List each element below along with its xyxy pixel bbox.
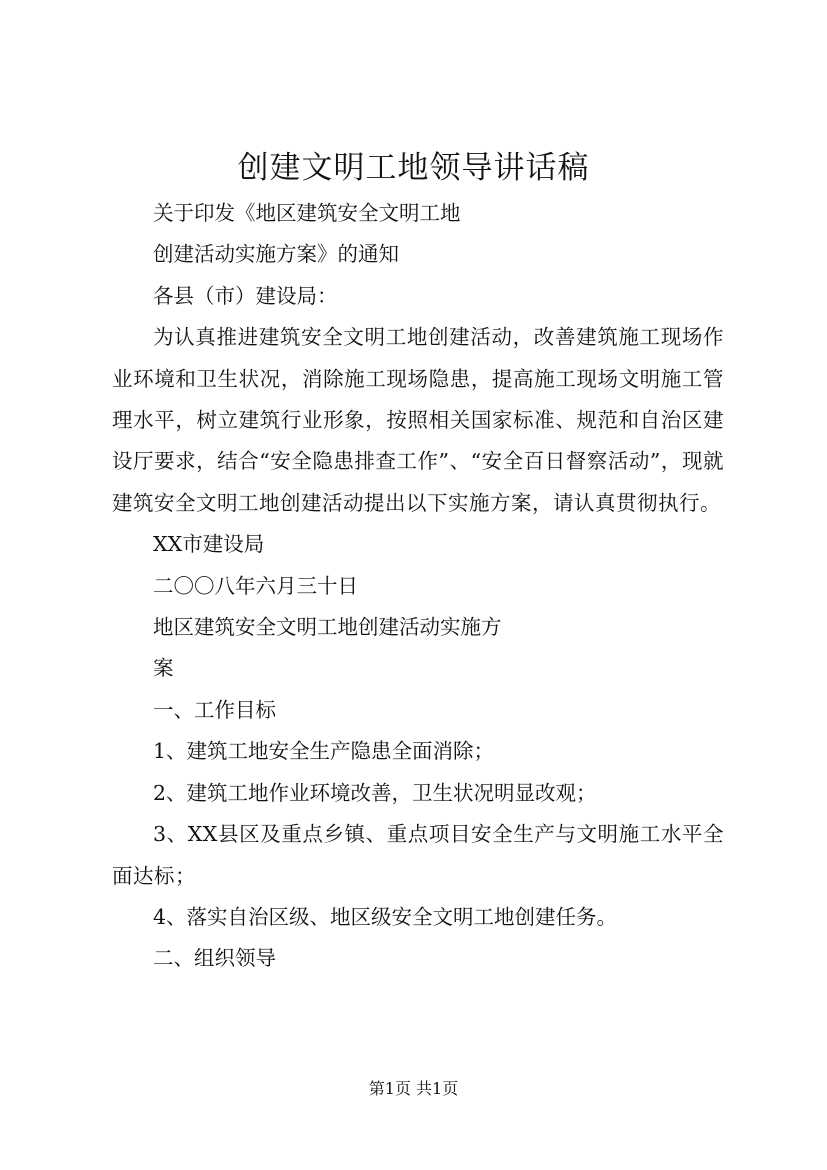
paragraph-notice-title-line1: 关于印发《地区建筑安全文明工地 — [153, 201, 461, 225]
paragraph-plan-title-line1: 地区建筑安全文明工地创建活动实施方 — [153, 615, 502, 640]
section-heading-organization: 二、组织领导 — [153, 946, 276, 971]
list-item-goal-4: 4、落实自治区级、地区级安全文明工地创建任务。 — [153, 904, 618, 929]
paragraph-plan-title-line2: 案 — [153, 656, 174, 681]
document-body — [112, 193, 724, 980]
paragraph-issuer: XX市建设局 — [153, 532, 265, 557]
paragraph-intro: 为认真推进建筑安全文明工地创建活动，改善建筑施工现场作业环境和卫生状况，消除施工现场隐患，提高施工现场文明施工管理水平，树立建筑行业形象，按照相关国家标准、规范和自治区建设厅要求，结合“安全隐患排查工作”、“安全百日督察活动”，现就建筑安全文明工地创建活动提出以下实施方案，请认真贯彻执行。 — [112, 325, 724, 515]
paragraph-notice-title-line2: 创建活动实施方案》的通知 — [153, 242, 399, 267]
page-footer: 第1页 共1页 — [368, 1079, 459, 1098]
list-item-goal-2: 2、建筑工地作业环境改善，卫生状况明显改观； — [153, 780, 597, 805]
document-title: 创建文明工地领导讲话稿 — [237, 150, 590, 186]
paragraph-date: 二〇〇八年六月三十日 — [153, 573, 358, 598]
list-item-goal-3: 3、XX县区及重点乡镇、重点项目安全生产与文明施工水平全面达标； — [112, 822, 724, 888]
section-heading-goals: 一、工作目标 — [153, 697, 276, 722]
list-item-goal-1: 1、建筑工地安全生产隐患全面消除； — [153, 739, 495, 764]
paragraph-addressee: 各县（市）建设局： — [153, 283, 338, 308]
